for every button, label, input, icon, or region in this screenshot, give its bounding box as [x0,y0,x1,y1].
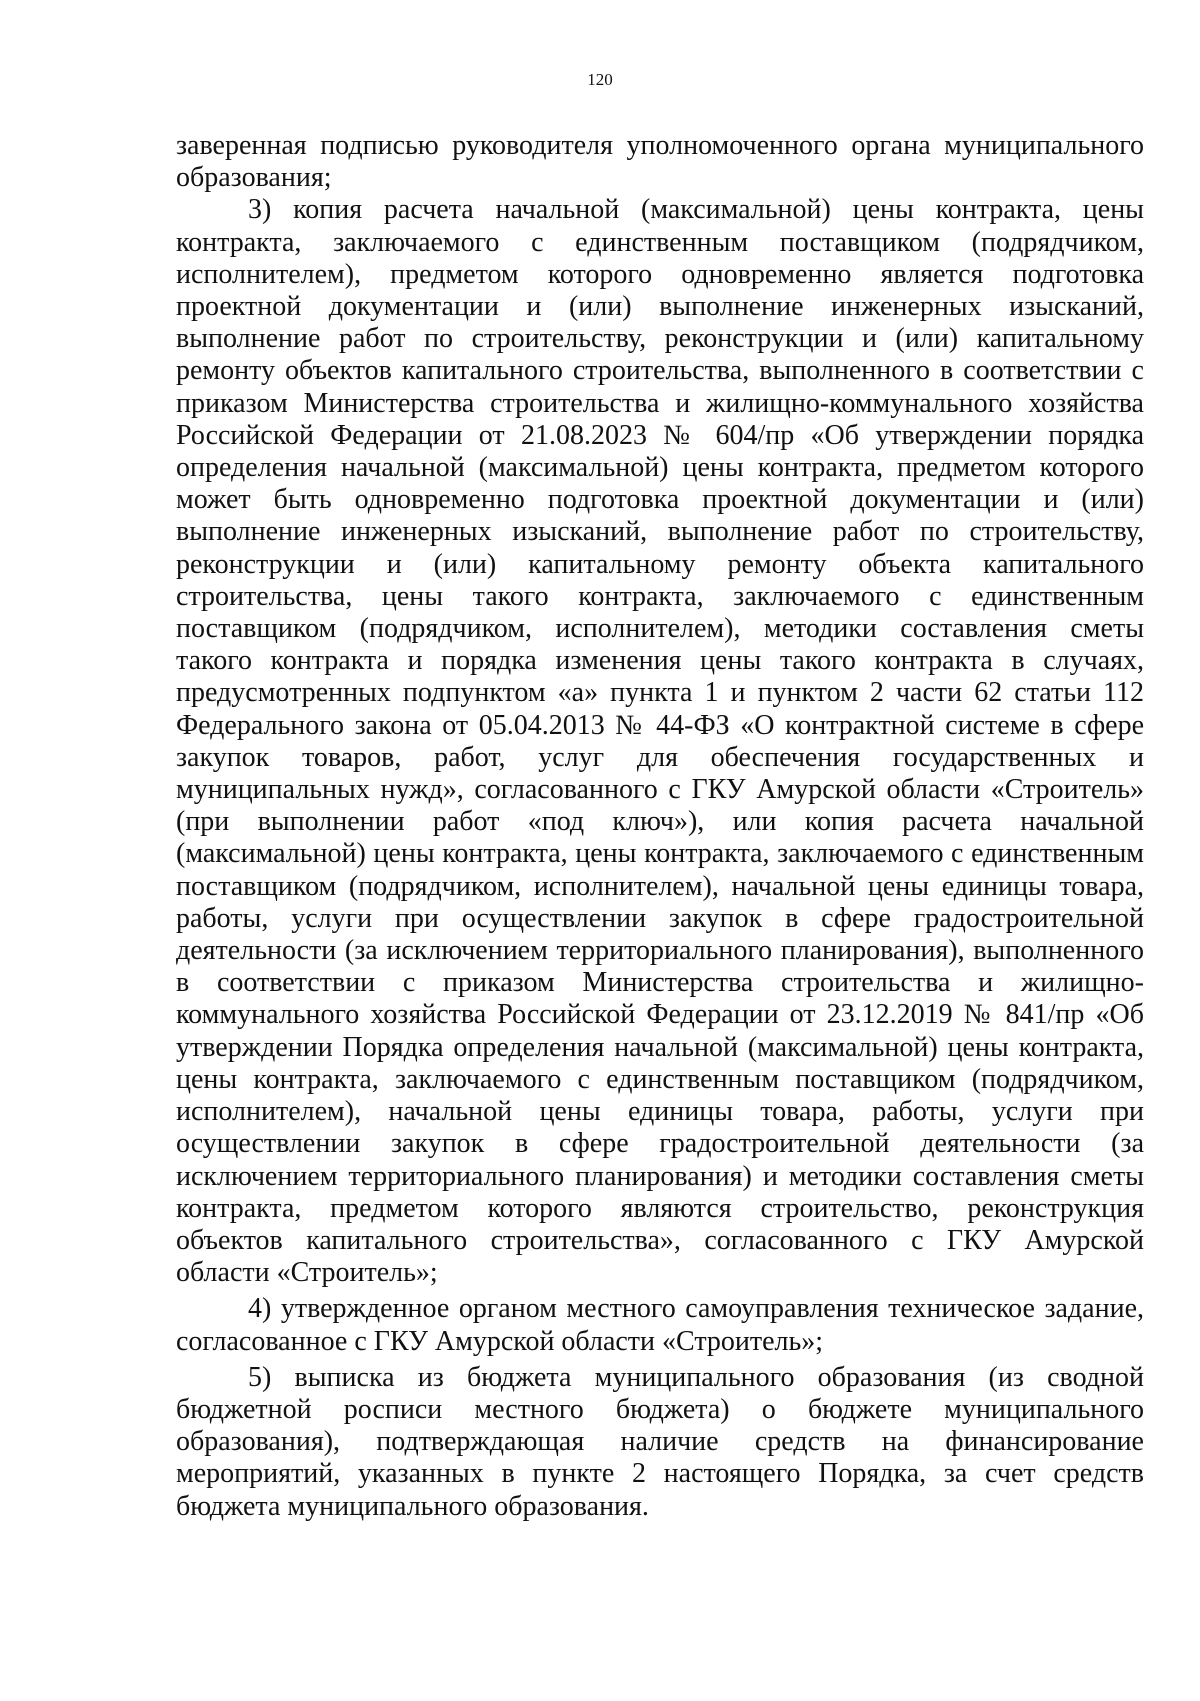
paragraph-item-4: 4) утвержденное органом местного самоуправления техническое задание, согласованное с ГКУ Амурской области «Строитель»; [176,1293,1144,1357]
paragraph-item-5: 5) выписка из бюджета муниципального образования (из сводной бюджетной росписи местного бюджета) о бюджете муниципального образования), подтверждающая наличие средств на финансирование мероприятий, указанных в пункте 2 настоящего Порядка, за счет средств бюджета муниципального образования. [176,1361,1144,1522]
page-number: 120 [587,70,613,89]
document-body [176,130,1144,1523]
paragraph-item-3: 3) копия расчета начальной (максимальной) цены контракта, цены контракта, заключаемого с единственным поставщиком (подрядчиком, исполнителем), предметом которого одновременно является подготовка проектной документации и (или) выполнение инженерных изысканий, выполнение работ по строительству, реконструкции и (или) капитальному ремонту объектов капитального строительства, выполненного в соответствии с приказом Министерства строительства и жилищно-коммунального хозяйства Российской Федерации от 21.08.2023 № 604/пр «Об утверждении порядка определения начальной (максимальной) цены контракта, предметом которого может быть одновременно подготовка проектной документации и (или) выполнение инженерных изысканий, выполнение работ по строительству, реконструкции и (или) капитальному ремонту объекта капитального строительства, цены такого контракта, заключаемого с единственным поставщиком (подрядчиком, исполнителем), методики составления сметы такого контракта и порядка изменения цены такого контракта в случаях, предусмотренных подпунктом «а» пункта 1 и пунктом 2 части 62 статьи 112 Федерального закона от 05.04.2013 № 44-ФЗ «О контрактной системе в сфере закупок товаров, работ, услуг для обеспечения государственных и муниципальных нужд», согласованного с ГКУ Амурской области «Строитель» (при выполнении работ «под ключ»), или копия расчета начальной (максимальной) цены контракта, цены контракта, заключаемого с единственным поставщиком (подрядчиком, исполнителем), начальной цены единицы товара, работы, услуги при осуществлении закупок в сфере градостроительной деятельности (за исключением территориального планирования), выполненного в соответствии с приказом Министерства строительства и жилищно-коммунального хозяйства Российской Федерации от 23.12.2019 № 841/пр «Об утверждении Порядка определения начальной (максимальной) цены контракта, цены контракта, заключаемого с единственным поставщиком (подрядчиком, исполнителем), начальной цены единицы товара, работы, услуги при осуществлении закупок в сфере градостроительной деятельности (за исключением территориального планирования) и методики составления сметы контракта, предметом которого являются строительство, реконструкция объектов капитального строительства», согласованного с ГКУ Амурской области «Строитель»; [176,194,1144,1289]
paragraph-continuation: заверенная подписью руководителя уполномоченного органа муниципального образования; [176,130,1144,194]
